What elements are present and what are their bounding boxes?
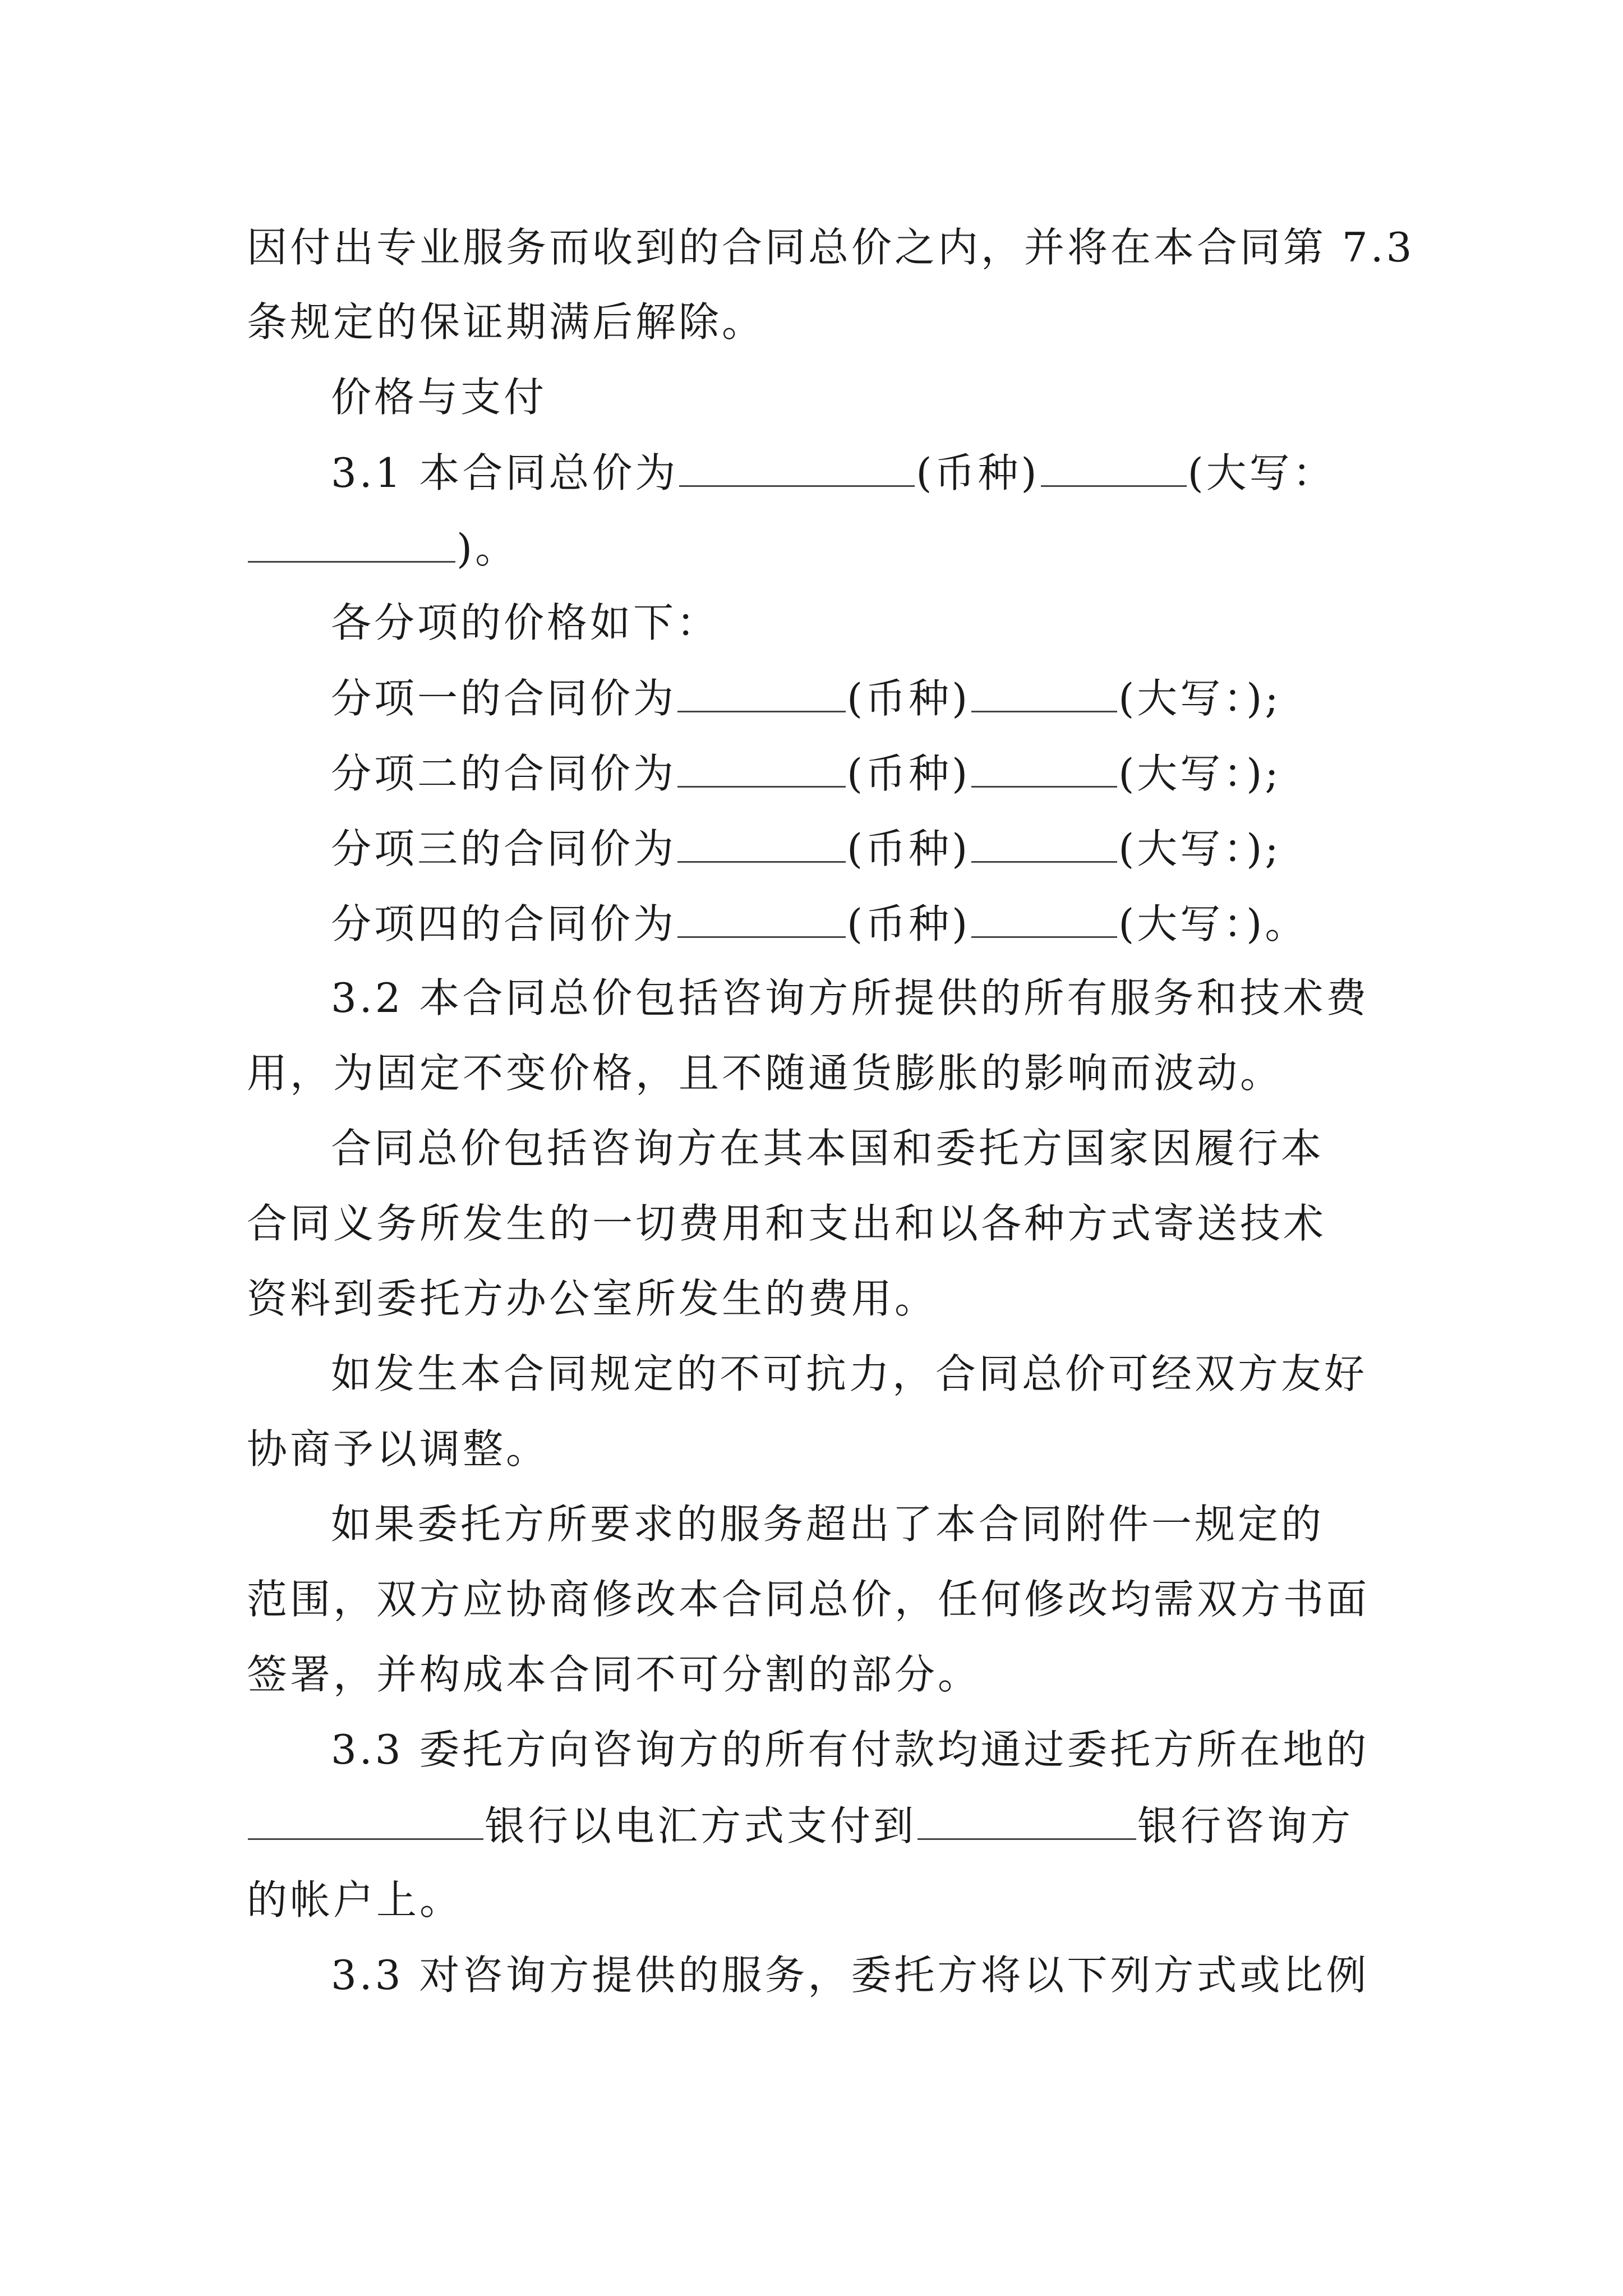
item-label: 分项二的合同价为 [331,750,677,797]
clause-3-3-line [247,1802,1354,1849]
blank-field [677,903,846,938]
paragraph-line: 协商予以调整。 [247,1425,550,1473]
items-intro: 各分项的价格如下： [331,599,720,646]
clause-3-2-line: 用，为固定不变价格，且不随通货膨胀的影响而波动。 [247,1050,1284,1097]
blank-field [1041,452,1187,487]
paragraph-line: 条规定的保证期满后解除。 [247,298,766,346]
item-currency: (币种) [847,900,971,947]
item-line [331,750,1281,797]
clause-text: 3.1 本合同总价为 [331,449,679,496]
clause-text: (大写： [1187,449,1336,496]
paragraph-line: 如发生本合同规定的不可抗力，合同总价可经双方友好 [331,1350,1368,1397]
item-currency: (币种) [847,825,971,872]
blank-field [971,752,1117,788]
item-line [331,900,1308,947]
paragraph-line: 范围，双方应协商修改本合同总价，任何修改均需双方书面 [247,1576,1370,1623]
paragraph-line: 因付出专业服务而收到的合同总价之内，并将在本合同第 7.3 [247,224,1415,271]
clause-text: )。 [457,525,519,572]
paragraph-line: 资料到委托方办公室所发生的费用。 [247,1275,938,1322]
clause-3-1-line [331,449,1336,496]
clause-3-3-line: 的帐户上。 [247,1876,463,1924]
item-words: (大写：); [1118,825,1281,872]
paragraph-line: 合同总价包括咨询方在其本国和委托方国家因履行本 [331,1125,1325,1172]
item-words: (大写：); [1118,750,1281,797]
blank-field [248,527,455,563]
clause-3-2-line: 3.2 本合同总价包括咨询方所提供的所有服务和技术费 [331,974,1370,1022]
item-currency: (币种) [847,675,971,722]
section-heading: 价格与支付 [331,374,547,421]
paragraph-line: 签署，并构成本合同不可分割的部分。 [247,1651,981,1698]
item-words: (大写：); [1118,675,1281,722]
blank-field [677,827,846,863]
blank-field [917,1805,1136,1840]
item-label: 分项四的合同价为 [331,900,677,947]
clause-3-3-line: 3.3 委托方向咨询方的所有付款均通过委托方所在地的 [331,1726,1370,1773]
item-line [331,825,1281,872]
blank-field [971,827,1117,863]
blank-field [248,1805,483,1840]
clause-text: 银行咨询方 [1137,1802,1354,1849]
clause-3-3b-line: 3.3 对咨询方提供的服务，委托方将以下列方式或比例 [331,1952,1370,1999]
item-line [331,675,1281,722]
item-words: (大写：)。 [1118,900,1308,947]
blank-field [677,752,846,788]
paragraph-line: 如果委托方所要求的服务超出了本合同附件一规定的 [331,1501,1325,1548]
blank-field [679,452,915,487]
clause-3-1-line [247,525,519,572]
clause-text: (币种) [916,449,1040,496]
blank-field [971,677,1117,712]
blank-field [677,677,846,712]
paragraph-line: 合同义务所发生的一切费用和支出和以各种方式寄送技术 [247,1200,1327,1247]
clause-text: 银行以电汇方式支付到 [485,1802,917,1849]
item-label: 分项一的合同价为 [331,675,677,722]
item-label: 分项三的合同价为 [331,825,677,872]
item-currency: (币种) [847,750,971,797]
blank-field [971,903,1117,938]
